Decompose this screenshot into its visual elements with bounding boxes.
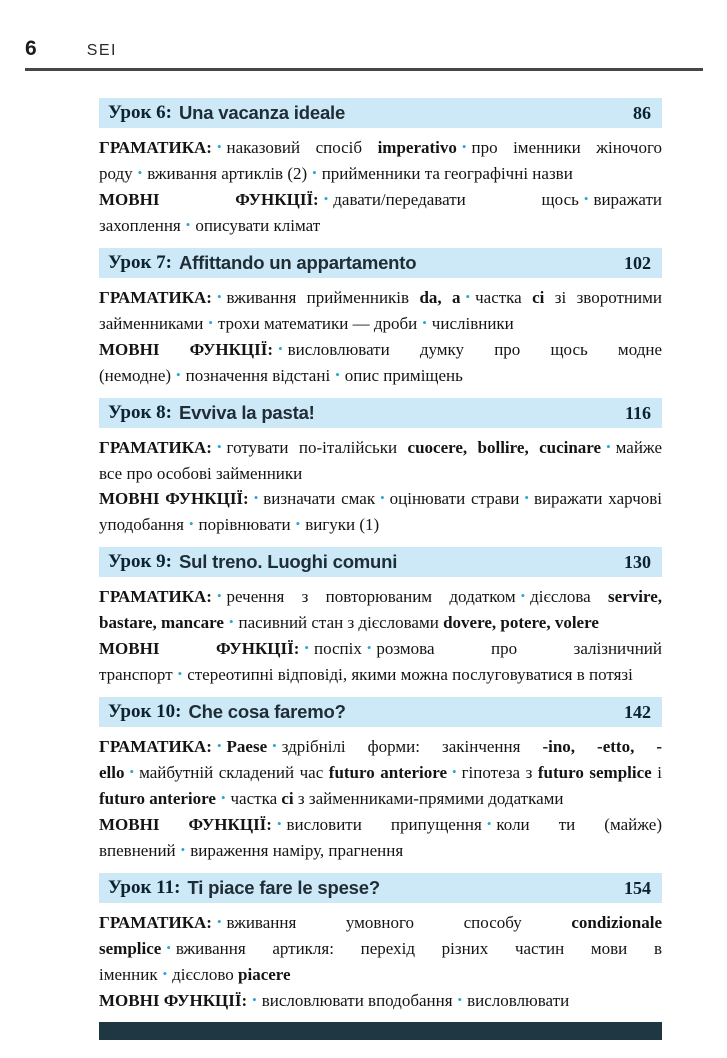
lesson-label: Урок 8: bbox=[108, 402, 172, 423]
bullet-icon: • bbox=[216, 289, 222, 304]
functions-line bbox=[99, 486, 662, 538]
bullet-icon: • bbox=[216, 914, 222, 929]
lesson-header[interactable] bbox=[99, 697, 662, 727]
functions-label: МОВНІ ФУНКЦІЇ: bbox=[99, 489, 249, 508]
bullet-icon: • bbox=[129, 764, 135, 779]
grammar-line bbox=[99, 734, 662, 812]
lesson-label: Урок 10: bbox=[108, 701, 182, 722]
lesson-page-number: 154 bbox=[624, 877, 651, 898]
bullet-icon: • bbox=[216, 588, 222, 603]
bullet-icon: • bbox=[177, 666, 183, 681]
lesson-header[interactable] bbox=[99, 547, 662, 577]
header-rule bbox=[25, 68, 703, 71]
bullet-icon: • bbox=[166, 940, 171, 955]
table-of-contents bbox=[99, 98, 662, 1014]
bullet-icon: • bbox=[457, 992, 463, 1007]
bullet-icon: • bbox=[422, 315, 427, 330]
functions-items: • висловлювати думку про щось модне (немодне) • позначення відстані • опис приміщень bbox=[99, 340, 662, 385]
functions-label: МОВНІ ФУНКЦІЇ: bbox=[99, 340, 274, 359]
lesson-page-number: 86 bbox=[633, 102, 651, 123]
functions-items: • висловлювати вподобання • висловлювати bbox=[252, 991, 570, 1010]
bullet-icon: • bbox=[276, 816, 282, 831]
bullet-icon: • bbox=[188, 516, 194, 531]
functions-items: • поспіх • розмова про залізничний транспорт • стереотипні відповіді, якими можна послуговуватися в потязі bbox=[99, 639, 662, 684]
lesson-entry bbox=[99, 398, 662, 538]
functions-label: МОВНІ ФУНКЦІЇ: bbox=[99, 639, 300, 658]
grammar-items: • речення з повторюваним додатком • дієслова servire, bastare, mancare • пасивний стан з дієсловами dovere, potere, volere bbox=[99, 587, 663, 632]
lesson-title: Sul treno. Luoghi comuni bbox=[178, 551, 398, 572]
bullet-icon: • bbox=[465, 289, 471, 304]
grammar-label: ГРАМАТИКА: bbox=[99, 288, 212, 307]
grammar-label: ГРАМАТИКА: bbox=[99, 913, 212, 932]
bullet-icon: • bbox=[216, 738, 222, 753]
bullet-icon: • bbox=[278, 341, 283, 356]
lesson-title: Ti piace fare le spese? bbox=[187, 877, 380, 898]
page-header bbox=[0, 0, 727, 61]
grammar-line bbox=[99, 135, 662, 187]
lesson-label: Урок 6: bbox=[108, 102, 172, 123]
lesson-page-number: 142 bbox=[624, 701, 651, 722]
functions-label: МОВНІ ФУНКЦІЇ: bbox=[99, 190, 319, 209]
bullet-icon: • bbox=[216, 439, 222, 454]
grammar-items: • Paese • здрібнілі форми: закінчення -ino, -etto, -ello • майбутній складений час futuro anteriore • гіпотеза з futuro semplice і futuro anteriore • частка ci з займенниками-прямими додатками bbox=[99, 737, 662, 808]
bullet-icon: • bbox=[312, 165, 317, 180]
bullet-icon: • bbox=[228, 614, 234, 629]
lesson-title: Che cosa faremo? bbox=[188, 701, 346, 722]
lesson-page-number: 130 bbox=[624, 551, 651, 572]
functions-line bbox=[99, 636, 662, 688]
lesson-entry bbox=[99, 248, 662, 389]
functions-line bbox=[99, 187, 662, 239]
bullet-icon: • bbox=[295, 516, 301, 531]
bullet-icon: • bbox=[253, 490, 259, 505]
bullet-icon: • bbox=[452, 764, 457, 779]
bullet-icon: • bbox=[520, 588, 526, 603]
bullet-icon: • bbox=[583, 191, 589, 206]
grammar-label: ГРАМАТИКА: bbox=[99, 438, 212, 457]
functions-items: • давати/передавати щось • виражати захоплення • описувати клімат bbox=[99, 190, 662, 235]
functions-line bbox=[99, 812, 662, 864]
lesson-header[interactable] bbox=[99, 98, 662, 128]
grammar-line bbox=[99, 285, 662, 337]
bullet-icon: • bbox=[380, 490, 385, 505]
functions-items: • висловити припущення • коли ти (майже) впевнений • вираження наміру, прагнення bbox=[99, 815, 662, 860]
functions-label: МОВНІ ФУНКЦІЇ: bbox=[99, 991, 248, 1010]
lesson-header[interactable] bbox=[99, 398, 662, 428]
functions-line bbox=[99, 988, 662, 1014]
bullet-icon: • bbox=[162, 966, 168, 981]
bullet-icon: • bbox=[461, 139, 467, 154]
folio-page-number: 6 bbox=[25, 37, 37, 60]
lesson-entry bbox=[99, 873, 662, 1014]
lesson-entry bbox=[99, 98, 662, 239]
running-head: SEI bbox=[86, 42, 117, 59]
lesson-header[interactable] bbox=[99, 248, 662, 278]
lesson-page-number: 116 bbox=[624, 402, 651, 423]
bullet-icon: • bbox=[216, 139, 222, 154]
functions-items: • визначати смак • оцінювати страви • виражати харчові уподобання • порівнювати • вигуки (1) bbox=[99, 489, 662, 534]
lesson-entry bbox=[99, 547, 662, 688]
functions-label: МОВНІ ФУНКЦІЇ: bbox=[99, 815, 272, 834]
bullet-icon: • bbox=[335, 367, 340, 382]
grammar-line bbox=[99, 910, 662, 988]
bullet-icon: • bbox=[304, 640, 309, 655]
grammar-items: • вживання прийменників da, a • частка ci зі зворотними займенниками • трохи математики — дроби • числівники bbox=[99, 288, 662, 333]
bullet-icon: • bbox=[137, 165, 143, 180]
lesson-label: Урок 9: bbox=[108, 551, 172, 572]
bullet-icon: • bbox=[272, 738, 277, 753]
bullet-icon: • bbox=[176, 367, 181, 382]
grammar-label: ГРАМАТИКА: bbox=[99, 587, 212, 606]
bullet-icon: • bbox=[208, 315, 213, 330]
bullet-icon: • bbox=[180, 842, 186, 857]
bullet-icon: • bbox=[486, 816, 492, 831]
lesson-label: Урок 11: bbox=[108, 877, 181, 898]
functions-line bbox=[99, 337, 662, 389]
grammar-items: • вживання умовного способу condizionale semplice • вживання артикля: перехід різних частин мови в іменник • дієслово piacere bbox=[99, 913, 662, 984]
bullet-icon: • bbox=[524, 490, 529, 505]
bullet-icon: • bbox=[606, 439, 611, 454]
grammar-line bbox=[99, 435, 662, 486]
bullet-icon: • bbox=[252, 992, 257, 1007]
lesson-title: Affittando un appartamento bbox=[178, 252, 417, 273]
grammar-line bbox=[99, 584, 662, 636]
bullet-icon: • bbox=[323, 191, 329, 206]
lesson-entry bbox=[99, 697, 662, 864]
lesson-header[interactable] bbox=[99, 873, 662, 903]
lesson-title: Una vacanza ideale bbox=[178, 102, 346, 123]
grammar-label: ГРАМАТИКА: bbox=[99, 737, 212, 756]
grammar-label: ГРАМАТИКА: bbox=[99, 138, 212, 157]
lesson-title: Evviva la pasta! bbox=[178, 402, 315, 423]
bullet-icon: • bbox=[220, 790, 226, 805]
bullet-icon: • bbox=[185, 217, 191, 232]
grammar-items: • готувати по-італійськи cuocere, bollire, cucinare • майже все про особові займенники bbox=[99, 438, 662, 483]
grammar-items: • наказовий спосіб imperativo • про іменники жіночого роду • вживання артиклів (2) • прийменники та географічні назви bbox=[99, 138, 662, 183]
lesson-page-number: 102 bbox=[624, 252, 651, 273]
next-lesson-band-partial bbox=[99, 1022, 662, 1040]
lesson-label: Урок 7: bbox=[108, 252, 172, 273]
bullet-icon: • bbox=[366, 640, 372, 655]
